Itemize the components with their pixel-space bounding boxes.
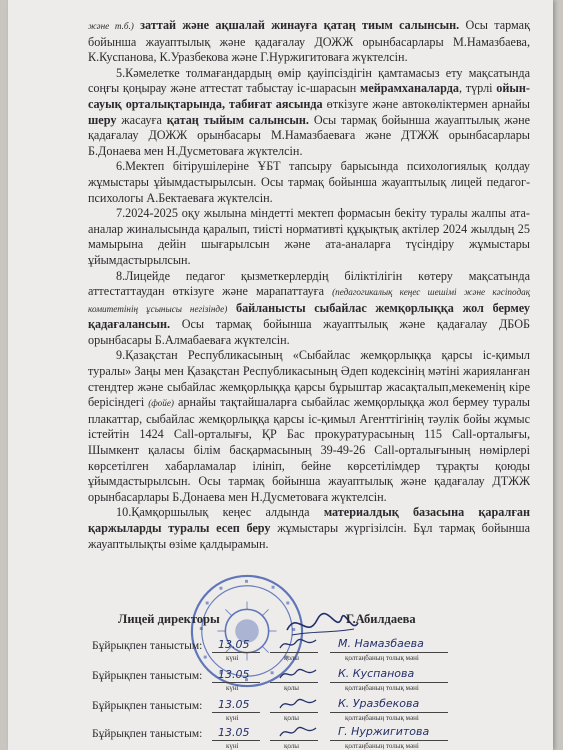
text-segment: және т.б.) <box>88 21 134 31</box>
text-segment: байланысты сыбайлас жемқорлыққа жол бермеу қадағалансын. <box>88 300 531 332</box>
handwritten-name: К. Куспанова <box>338 667 415 680</box>
text-segment: 7.2024-2025 оқу жылына міндетті мектеп формасын бекіту туралы жалпы ата-аналар жиналысында қаралып, тиісті нормативті құқықтық актілер 2024 жылдың 25 мамырына дейін шығарылсын және ата-аналарға түсіндіру жұмыстары ұйымдастырылсын. <box>88 206 530 267</box>
acknowledgement-label: Бұйрықпен таныстым: <box>92 700 203 712</box>
text-segment: 8.Лицейде педагог қызметкерлердің біліктілігін көтеру мақсатында аттестаттаудан өткізуге және марапаттауға <box>88 268 530 299</box>
handwritten-date: 13.05 <box>218 638 250 651</box>
handwritten-date: 13.05 <box>218 726 250 739</box>
text-segment: 5.Кәмелетке толмағандардың өмір қауіпсіздігін қамтамасыз ету мақсатында соңғы қоңырау және аттестат табыстау іс-шарасын <box>88 65 530 96</box>
date-caption: күні <box>226 684 239 692</box>
handwritten-name: Г. Нуржигитова <box>338 725 430 738</box>
name-caption: қолтаңбаның толық мәні <box>345 714 419 722</box>
name-line <box>330 712 448 713</box>
handwritten-date: 13.05 <box>218 668 250 681</box>
text-segment: заттай және ақшалай жинауға қатаң тиым салынсын. <box>133 18 460 32</box>
name-line <box>330 682 448 683</box>
text-segment: мейрамханаларда <box>360 81 459 96</box>
handwritten-signature-icon <box>278 696 318 712</box>
sign-caption: қолы <box>284 654 300 662</box>
date-line <box>212 740 260 741</box>
sign-caption: қолы <box>284 684 300 692</box>
date-caption: күні <box>226 714 239 722</box>
sign-line <box>270 682 318 683</box>
text-segment: қатаң тыйым салынсын. <box>166 112 309 127</box>
name-line <box>330 740 448 741</box>
paragraph-6 <box>88 159 530 206</box>
text-segment: , түрлі <box>458 81 497 96</box>
paragraph-9 <box>88 348 530 505</box>
handwritten-signature-icon <box>278 636 318 652</box>
name-caption: қолтаңбаның толық мәні <box>345 742 419 750</box>
handwritten-signature-icon <box>278 666 318 682</box>
text-segment: шеру <box>88 112 117 127</box>
paragraph-10 <box>88 505 530 552</box>
name-line <box>330 652 448 653</box>
order-body-text <box>88 18 530 552</box>
date-line <box>212 682 260 683</box>
text-segment: 10.Қамқоршылық кеңес алдында <box>116 505 324 520</box>
sign-line <box>270 712 318 713</box>
paragraph-7 <box>88 206 530 268</box>
date-caption: күні <box>226 742 239 750</box>
acknowledgement-label: Бұйрықпен таныстым: <box>92 670 203 682</box>
paragraph-8 <box>88 269 530 349</box>
text-segment: Осы тармақ бойынша жауаптылық және қадағалау ДОЖЖ орынбасары М.Намазбаеваға және ДТЖЖ орынбасарлары Б.Донаева мен Н.Дусметоваға жүктелсін. <box>88 112 531 158</box>
director-name: Г.Абилдаева <box>346 612 416 626</box>
paragraph-4-continued <box>88 18 530 66</box>
director-position: Лицей директоры <box>118 612 220 626</box>
sign-line <box>270 652 318 653</box>
date-line <box>212 712 260 713</box>
sign-caption: қолы <box>284 714 300 722</box>
name-caption: қолтаңбаның толық мәні <box>345 684 419 692</box>
text-segment: Осы тармақ бойынша жауаптылық және қадағалау ДОЖЖ орынбасарлары М.Намазбаева, К.Куспанова, К.Уразбекова және Г.Нуржигитоваға жүктелсін. <box>88 18 531 65</box>
handwritten-name: К. Уразбекова <box>338 697 420 710</box>
handwritten-date: 13.05 <box>218 698 250 711</box>
handwritten-name: М. Намазбаева <box>338 637 424 650</box>
acknowledgement-label: Бұйрықпен таныстым: <box>92 728 203 740</box>
name-caption: қолтаңбаның толық мәні <box>345 654 419 662</box>
text-segment: ойын-сауық орталықтарында, табиғат аясында <box>88 81 530 111</box>
paragraph-5 <box>88 66 530 160</box>
text-segment: өткізуге және автокөліктермен арнайы <box>322 96 530 111</box>
acknowledgement-label: Бұйрықпен таныстым: <box>92 640 203 652</box>
date-caption: күні <box>226 654 239 662</box>
signature-block <box>0 612 563 750</box>
text-segment: жасауға <box>116 112 167 127</box>
date-line <box>212 652 260 653</box>
sign-line <box>270 740 318 741</box>
sign-caption: қолы <box>284 742 300 750</box>
text-segment: арнайы тақтайшаларға сыбайлас жемқорлыққа жол бермеу туралы плакаттар, сыбайлас жемқорлыққа қарсы іс-қимыл Агенттігінің тәулік бойы жұмыс істейтін 1424 Call-орталығы, ҚР Бас прокуратурасының 115 Call-орталығы, Шымкент қаласы білім басқармасының 39-49-26 Call-орталығының нөмірлері көрсетілген хабарламалар ілініп, бейне көрсетілімдер тұрақты қоюды ұйымдастырылсын. Осы тармақ бойынша жауаптылық және қадағалау ДТЖЖ орынбасарлары Б.Донаева мен Н.Дусметоваға жүктелсін. <box>88 395 530 504</box>
text-segment: материалдық базасына қаралған қаржыларды туралы есеп беру <box>88 505 530 535</box>
text-segment: (фойе) <box>148 398 174 409</box>
text-segment: жұмыстары жүргізілсін. Бұл тармақ бойынша жауаптылықты өзіме қалдырамын. <box>88 521 530 551</box>
handwritten-signature-icon <box>278 724 318 740</box>
text-segment: Осы тармақ бойынша жауаптылық және қадағалау ДБОБ орынбасары Б.Алмабаеваға жүктелсін. <box>88 317 530 347</box>
text-segment: 9.Қазақстан Республикасының «Сыбайлас жемқорлыққа қарсы іс-қимыл туралы» Заңы мен Қазақстан Республикасының Әдеп кодексінің мәтіні жарияланған стендтер және сыбайлас жемқорлыққа қарсы бұрыштар жасақталып,мекеменің кіре берісіндегі <box>88 348 530 410</box>
text-segment: (педагогикалық кеңес шешімі және кәсіподақ комитетінің ұсынысы негізінде) <box>88 287 530 314</box>
text-segment: 6.Мектеп бітірушілеріне ҰБТ тапсыру барысында психологиялық қолдау жұмыстары ұйымдастырылсын. Осы тармақ бойынша жауаптылық лицей педагог-психологы А.Бектаеваға жүктелсін. <box>88 159 530 205</box>
